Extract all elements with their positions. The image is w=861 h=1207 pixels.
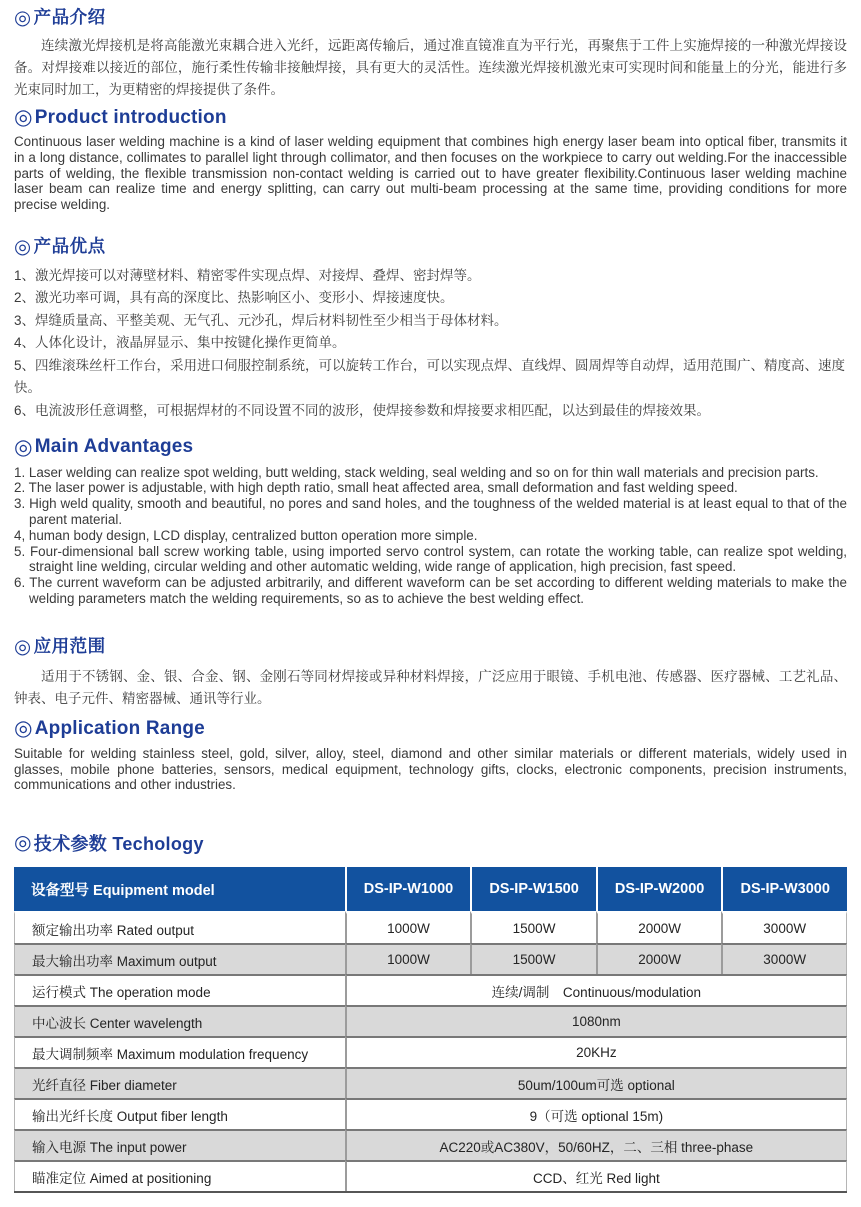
row-label: 最大输出功率 Maximum output — [14, 943, 345, 974]
bullseye-icon: ◎ — [14, 236, 32, 259]
list-item: 6、电流波形任意调整，可根据焊材的不同设置不同的波形，使焊接参数和焊接要求相匹配，以达到最佳的焊接效果。 — [14, 402, 711, 418]
table-row-fiber-diameter — [14, 1067, 847, 1098]
section-heading-advantages-zh — [14, 235, 847, 259]
cell-value: 1500W — [470, 943, 596, 974]
cell-value: 1080nm — [345, 1005, 847, 1036]
bullseye-icon: ◎ — [14, 832, 32, 855]
row-label: 最大调制频率 Maximum modulation frequency — [14, 1036, 345, 1067]
column-header-w2000: DS-IP-W2000 — [596, 867, 722, 911]
cell-value: 2000W — [596, 943, 722, 974]
section-heading-range-zh — [14, 635, 847, 659]
table-row-input-power — [14, 1129, 847, 1160]
cell-value: 1500W — [470, 911, 596, 943]
cell-value: 1000W — [345, 911, 471, 943]
row-label: 中心波长 Center wavelength — [14, 1005, 345, 1036]
row-label: 瞄准定位 Aimed at positioning — [14, 1160, 345, 1191]
section-heading-advantages-en — [14, 434, 847, 461]
section-heading-intro-en — [14, 104, 847, 131]
section-title: Product introduction — [34, 106, 227, 128]
table-row-rated-output — [14, 911, 847, 943]
row-label: 光纤直径 Fiber diameter — [14, 1067, 345, 1098]
list-item: 2. The laser power is adjustable, with high depth ratio, small heat affected area, small deformation and fast welding speed. — [14, 480, 738, 496]
row-label: 运行模式 The operation mode — [14, 974, 345, 1005]
section-heading-range-en — [14, 715, 847, 742]
section-title: 产品介绍 — [33, 7, 106, 28]
list-item: 5. Four-dimensional ball screw working table, using imported servo control system, can rotate the working table, can realize spot welding, straight line welding, circular welding and other automatic welding, wide range of application, high precision, fast speed. — [14, 543, 847, 575]
section-title: 产品优点 — [33, 236, 106, 257]
column-header-w1500: DS-IP-W1500 — [470, 867, 596, 911]
table-header-row — [14, 867, 847, 911]
row-label: 输入电源 The input power — [14, 1129, 345, 1160]
bullseye-icon: ◎ — [14, 716, 33, 741]
cell-value: AC220或AC380V，50/60HZ，二、三相 three-phase — [345, 1129, 847, 1160]
row-label: 额定输出功率 Rated output — [14, 911, 345, 943]
cell-value: 3000W — [721, 943, 847, 974]
table-row-maximum-output — [14, 943, 847, 974]
cell-value: 50um/100um可选 optional — [345, 1067, 847, 1098]
section-title: Application Range — [34, 717, 205, 739]
list-item: 6. The current waveform can be adjusted arbitrarily, and different waveform can be set according to different welding materials to make the welding parameters match the welding requirements, so as to achieve the best welding effect. — [14, 575, 847, 607]
advantages-en-list — [14, 465, 847, 607]
intro-en-paragraph: Continuous laser welding machine is a kind of laser welding equipment that combines high energy laser beam into optical fiber, transmits it in a long distance, collimates to parallel light through collimator, and then focuses on the workpiece to carry out welding.For the inaccessible parts of welding, the flexible transmission non-contact welding is carried out to have greater flexibility.Continuous laser welding machine laser beam can realize time and energy splitting, can carry out multi-beam processing at the same time, providing conditions for more precise welding. — [14, 134, 847, 213]
cell-value: 连续/调制 Continuous/modulation — [345, 974, 847, 1005]
section-title: 技术参数 Techology — [33, 833, 204, 854]
bullseye-icon: ◎ — [14, 635, 32, 658]
cell-value: 1000W — [345, 943, 471, 974]
cell-value: 3000W — [721, 911, 847, 943]
list-item: 3、焊缝质量高、平整美观、无气孔、元沙孔，焊后材料韧性至少相当于母体材料。 — [14, 312, 508, 328]
column-header-w1000: DS-IP-W1000 — [345, 867, 471, 911]
section-heading-intro-zh — [14, 6, 847, 30]
list-item: 2、激光功率可调，具有高的深度比、热影响区小、变形小、焊接速度快。 — [14, 290, 454, 306]
table-row-center-wavelength — [14, 1005, 847, 1036]
list-item: 4、人体化设计，液晶屏显示、集中按键化操作更简单。 — [14, 335, 346, 351]
intro-zh-paragraph: 连续激光焊接机是将高能激光束耦合进入光纤，远距离传输后，通过准直镜准直为平行光，再聚焦于工件上实施焊接的一种激光焊接设备。对焊接难以接近的部位，施行柔性传输非接触焊接，具有更大的灵活性。连续激光焊接机激光束可实现时间和能量上的分光，能进行多光束同时加工，为更精密的焊接提供了条件。 — [14, 38, 847, 98]
cell-value: CCD、红光 Red light — [345, 1160, 847, 1191]
column-header-w3000: DS-IP-W3000 — [721, 867, 847, 911]
row-label: 输出光纤长度 Output fiber length — [14, 1098, 345, 1129]
range-en-paragraph: Suitable for welding stainless steel, gold, silver, alloy, steel, diamond and other similar materials or different materials, widely used in glasses, mobile phone batteries, sensors, medical equipment, technology gifts, clocks, electronic components, precision instruments, communications and other industries. — [14, 745, 847, 793]
list-item: 5、四维滚珠丝杆工作台，采用进口伺服控制系统，可以旋转工作台，可以实现点焊、直线焊、圆周焊等自动焊，适用范围广、精度高、速度快。 — [14, 357, 846, 396]
bullseye-icon: ◎ — [14, 435, 33, 460]
section-title: Main Advantages — [34, 436, 194, 458]
column-header-model: 设备型号 Equipment model — [14, 867, 345, 911]
list-item: 1. Laser welding can realize spot welding, butt welding, stack welding, seal welding and so on for thin wall materials and precision parts. — [14, 464, 819, 480]
cell-value: 9（可选 optional 15m) — [345, 1098, 847, 1129]
bullseye-icon: ◎ — [14, 7, 32, 29]
cell-value: 20KHz — [345, 1036, 847, 1067]
specs-table — [14, 867, 847, 1193]
table-row-operation-mode — [14, 974, 847, 1005]
bullseye-icon: ◎ — [14, 105, 33, 130]
list-item: 3. High weld quality, smooth and beautiful, no pores and sand holes, and the toughness of the welded material is at least equal to that of the parent material. — [14, 496, 847, 528]
table-row-output-fiber-length — [14, 1098, 847, 1129]
table-row-aimed-positioning — [14, 1160, 847, 1191]
advantages-zh-list — [14, 265, 847, 423]
cell-value: 2000W — [596, 911, 722, 943]
list-item: 4, human body design, LCD display, centralized button operation more simple. — [14, 527, 478, 543]
range-zh-paragraph: 适用于不锈钢、金、银、合金、钢、金刚石等同材焊接或异种材料焊接，广泛应用于眼镜、手机电池、传感器、医疗器械、工艺礼品、钟表、电子元件、精密器械、通讯等行业。 — [14, 669, 847, 707]
list-item: 1、激光焊接可以对薄壁材料、精密零件实现点焊、对接焊、叠焊、密封焊等。 — [14, 267, 481, 283]
section-heading-specs — [14, 831, 847, 856]
section-title: 应用范围 — [33, 636, 106, 657]
